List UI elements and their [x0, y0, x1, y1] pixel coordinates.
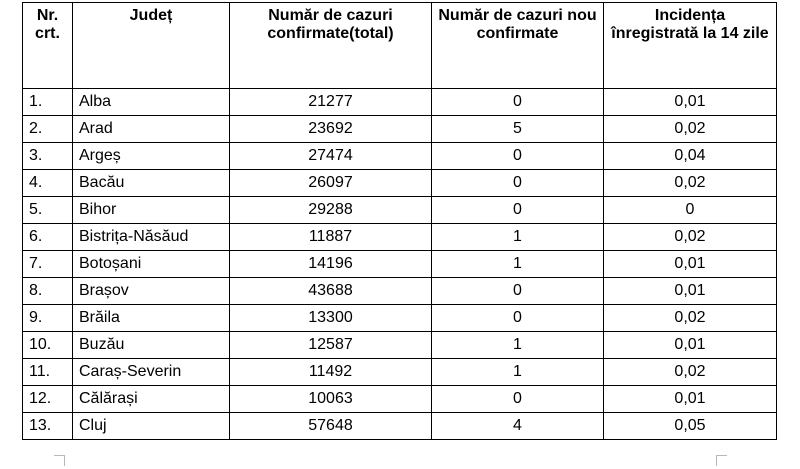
cell-incidence: 0,01 — [604, 251, 777, 278]
header-nr-crt — [23, 3, 73, 89]
table-row — [23, 143, 777, 170]
cell-incidence: 0 — [604, 197, 777, 224]
cell-judet: Brăila — [73, 305, 230, 332]
cell-nr: 7. — [23, 251, 73, 278]
cell-nr: 9. — [23, 305, 73, 332]
cell-nr: 6. — [23, 224, 73, 251]
cell-judet: Arad — [73, 116, 230, 143]
cell-judet: Brașov — [73, 278, 230, 305]
cell-incidence: 0,01 — [604, 386, 777, 413]
cell-total-cases: 13300 — [230, 305, 432, 332]
cell-nr: 2. — [23, 116, 73, 143]
cell-total-cases: 11887 — [230, 224, 432, 251]
cell-judet: Alba — [73, 89, 230, 116]
cell-nr: 1. — [23, 89, 73, 116]
page-margin-mark-right — [716, 455, 727, 466]
cell-total-cases: 14196 — [230, 251, 432, 278]
cell-new-cases: 1 — [432, 359, 604, 386]
cell-new-cases: 0 — [432, 89, 604, 116]
header-judet: Județ — [73, 3, 230, 89]
cell-new-cases: 0 — [432, 143, 604, 170]
cell-total-cases: 23692 — [230, 116, 432, 143]
table-row — [23, 359, 777, 386]
table-row — [23, 170, 777, 197]
cell-nr: 5. — [23, 197, 73, 224]
table-row — [23, 278, 777, 305]
cell-incidence: 0,02 — [604, 170, 777, 197]
table-row — [23, 413, 777, 440]
page-margin-mark-left — [54, 455, 65, 466]
cell-judet: Bistrița-Năsăud — [73, 224, 230, 251]
cell-incidence: 0,02 — [604, 116, 777, 143]
cell-new-cases: 0 — [432, 386, 604, 413]
header-total-cases: Număr de cazuri confirmate(total) — [230, 3, 432, 89]
cell-incidence: 0,02 — [604, 305, 777, 332]
cell-judet: Bihor — [73, 197, 230, 224]
table-row — [23, 224, 777, 251]
table-row — [23, 89, 777, 116]
cell-new-cases: 0 — [432, 170, 604, 197]
cell-nr: 13. — [23, 413, 73, 440]
cell-new-cases: 1 — [432, 224, 604, 251]
table-body — [23, 89, 777, 440]
covid-cases-table — [22, 2, 777, 440]
cell-total-cases: 43688 — [230, 278, 432, 305]
cell-nr: 8. — [23, 278, 73, 305]
cell-total-cases: 21277 — [230, 89, 432, 116]
cell-total-cases: 11492 — [230, 359, 432, 386]
header-incidence: Incidența înregistrată la 14 zile — [604, 3, 777, 89]
cell-new-cases: 5 — [432, 116, 604, 143]
cell-nr: 11. — [23, 359, 73, 386]
cell-incidence: 0,02 — [604, 359, 777, 386]
cell-nr: 10. — [23, 332, 73, 359]
cell-new-cases: 1 — [432, 332, 604, 359]
cell-incidence: 0,02 — [604, 224, 777, 251]
cell-new-cases: 0 — [432, 278, 604, 305]
header-nr-crt-text: Nr. crt. — [35, 7, 60, 42]
cell-new-cases: 1 — [432, 251, 604, 278]
table-row — [23, 332, 777, 359]
cell-new-cases: 4 — [432, 413, 604, 440]
cell-total-cases: 29288 — [230, 197, 432, 224]
cell-nr: 12. — [23, 386, 73, 413]
table-row — [23, 116, 777, 143]
cell-new-cases: 0 — [432, 305, 604, 332]
cell-total-cases: 26097 — [230, 170, 432, 197]
cell-total-cases: 12587 — [230, 332, 432, 359]
cell-total-cases: 57648 — [230, 413, 432, 440]
cell-judet: Botoșani — [73, 251, 230, 278]
table-header-row — [23, 3, 777, 89]
cell-incidence: 0,01 — [604, 89, 777, 116]
table-row — [23, 197, 777, 224]
cell-judet: Cluj — [73, 413, 230, 440]
cell-incidence: 0,01 — [604, 278, 777, 305]
table-row — [23, 305, 777, 332]
cell-nr: 4. — [23, 170, 73, 197]
cell-incidence: 0,01 — [604, 332, 777, 359]
cell-judet: Bacău — [73, 170, 230, 197]
cell-judet: Caraș-Severin — [73, 359, 230, 386]
cell-incidence: 0,05 — [604, 413, 777, 440]
cell-judet: Buzău — [73, 332, 230, 359]
cell-incidence: 0,04 — [604, 143, 777, 170]
cell-judet: Călărași — [73, 386, 230, 413]
cell-nr: 3. — [23, 143, 73, 170]
cell-new-cases: 0 — [432, 197, 604, 224]
table-row — [23, 251, 777, 278]
header-new-cases: Număr de cazuri nou confirmate — [432, 3, 604, 89]
cell-total-cases: 27474 — [230, 143, 432, 170]
cell-total-cases: 10063 — [230, 386, 432, 413]
cell-judet: Argeș — [73, 143, 230, 170]
table-row — [23, 386, 777, 413]
